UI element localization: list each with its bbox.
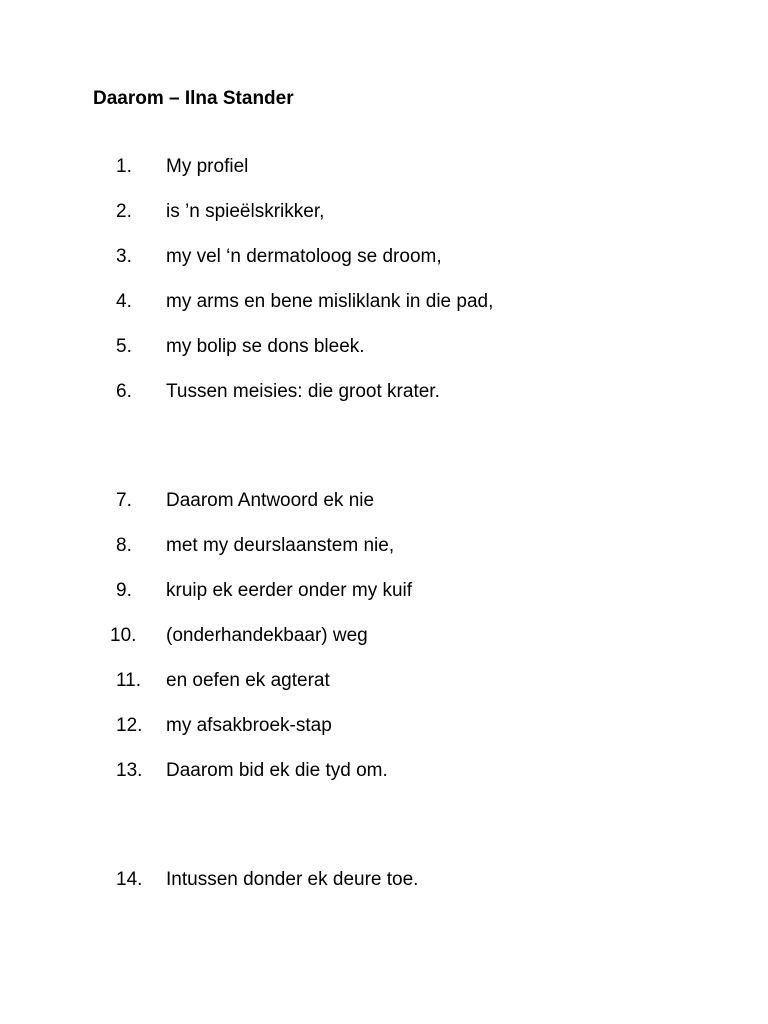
poem-line (0, 579, 768, 603)
poem-line (0, 245, 768, 269)
line-number: 2. (116, 201, 132, 222)
line-text: Daarom Antwoord ek nie (166, 490, 375, 511)
line-text: en oefen ek agterat (166, 670, 330, 691)
poem-line (0, 714, 768, 738)
poem-line (0, 868, 768, 892)
line-number: 1. (116, 156, 132, 177)
line-number: 13. (116, 760, 143, 781)
line-number: 9. (116, 580, 132, 601)
poem-line (0, 335, 768, 359)
line-text: Intussen donder ek deure toe. (166, 869, 419, 890)
line-number: 4. (116, 291, 132, 312)
poem-line (0, 624, 768, 648)
line-number: 12. (116, 715, 143, 736)
line-text: My profiel (166, 156, 249, 177)
line-number: 7. (116, 490, 132, 511)
line-number: 6. (116, 381, 132, 402)
line-number: 8. (116, 535, 132, 556)
line-text: Daarom bid ek die tyd om. (166, 760, 388, 781)
line-number: 10. (110, 625, 137, 646)
poem-line (0, 489, 768, 513)
poem-line (0, 155, 768, 179)
poem-line (0, 380, 768, 404)
line-text: my arms en bene misliklank in die pad, (166, 291, 494, 312)
line-number: 3. (116, 246, 132, 267)
line-text: kruip ek eerder onder my kuif (166, 580, 413, 601)
line-text: my afsakbroek-stap (166, 715, 332, 736)
line-number: 14. (116, 869, 143, 890)
line-number: 5. (116, 336, 132, 357)
poem-line (0, 669, 768, 693)
line-text: is ’n spieëlskrikker, (166, 201, 325, 222)
line-text: (onderhandekbaar) weg (166, 625, 368, 646)
poem-title: Daarom – Ilna Stander (93, 88, 294, 109)
poem-line (0, 534, 768, 558)
poem-line (0, 200, 768, 224)
line-number: 11. (116, 670, 142, 691)
poem-line (0, 759, 768, 783)
line-text: my vel ‘n dermatoloog se droom, (166, 246, 442, 267)
line-text: Tussen meisies: die groot krater. (166, 381, 440, 402)
poem-line (0, 290, 768, 314)
line-text: met my deurslaanstem nie, (166, 535, 395, 556)
line-text: my bolip se dons bleek. (166, 336, 365, 357)
